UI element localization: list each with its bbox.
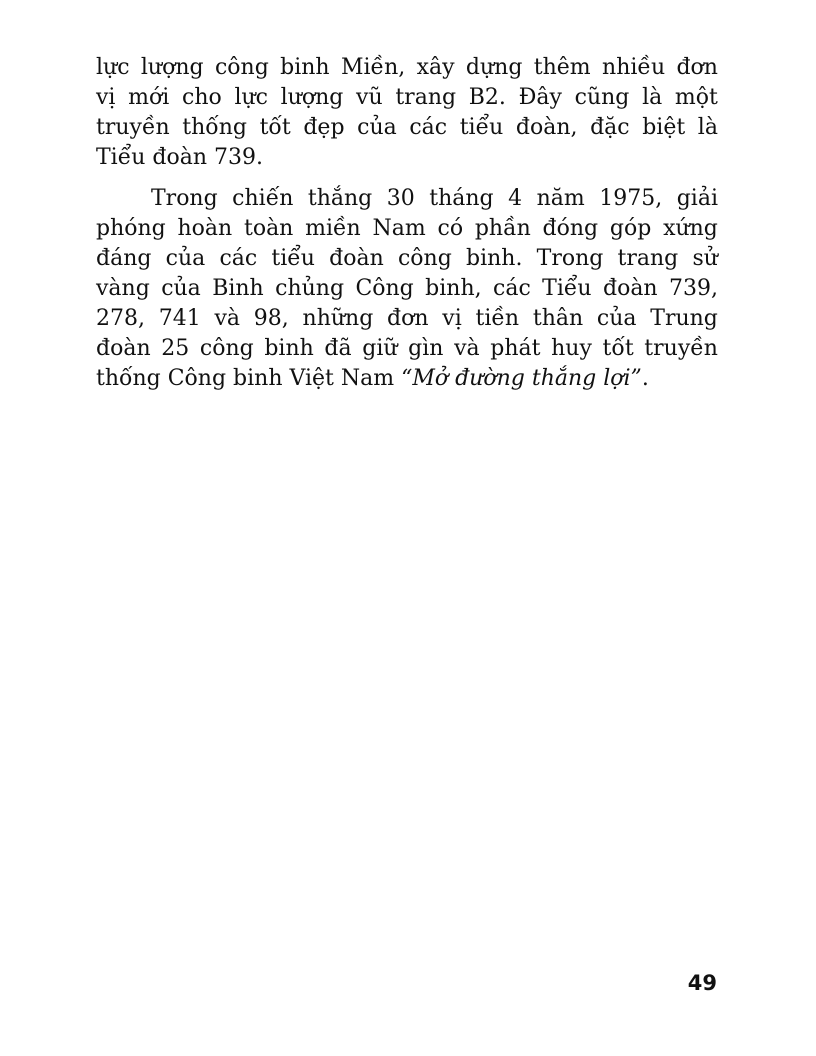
word: là [697, 115, 718, 140]
word: thân [532, 306, 584, 331]
word: thống [182, 115, 247, 140]
word: vị [442, 306, 462, 331]
word: biệt [642, 115, 686, 140]
word: tốt [602, 336, 634, 361]
paragraph-last-line [96, 364, 718, 394]
word: cho [182, 85, 222, 110]
word: Binh [212, 276, 264, 301]
word: cũng [574, 85, 630, 110]
word: 741 [158, 306, 201, 331]
word: Đây [518, 85, 562, 110]
word: 1975, [599, 186, 663, 211]
page-number: 49 [687, 971, 717, 995]
word: chủng [275, 276, 345, 301]
paragraph-line [96, 334, 718, 364]
word: lượng [280, 85, 344, 110]
paragraph-1 [96, 53, 718, 173]
word: lực [234, 85, 268, 110]
word: trang [395, 85, 457, 110]
word: mới [128, 85, 170, 110]
word: Trung [650, 306, 718, 331]
word: thắng [307, 186, 373, 211]
word: B2. [468, 85, 506, 110]
paragraph-line: Tiểu đoàn 739. [96, 145, 263, 170]
word: tiểu [459, 115, 504, 140]
word: đẹp [303, 115, 345, 140]
word: của [357, 115, 397, 140]
word: 25 [161, 336, 190, 361]
word: binh [280, 55, 330, 80]
word: đơn [387, 306, 429, 331]
word: Nam [372, 216, 426, 241]
word: 30 [386, 186, 415, 211]
word: toàn [243, 216, 294, 241]
word: binh [264, 336, 314, 361]
word: tháng [429, 186, 494, 211]
word: truyền [96, 115, 170, 140]
word: Công [355, 276, 414, 301]
word: 739, [669, 276, 718, 301]
word: phần [474, 216, 531, 241]
word: là [642, 85, 663, 110]
word: Trong [151, 186, 218, 211]
word: năm [536, 186, 585, 211]
word: giải [676, 186, 718, 211]
word: vàng [96, 276, 150, 301]
word: binh, [425, 276, 482, 301]
word: sử [692, 246, 718, 271]
quoted-slogan: “Mở đường thắng lợi” [401, 366, 642, 391]
word: phóng [96, 216, 166, 241]
word: của [165, 246, 206, 271]
word: xây [416, 55, 455, 80]
paragraph-line [96, 113, 718, 143]
word: tiền [475, 306, 520, 331]
paragraph-line [96, 244, 718, 274]
word: công [214, 55, 269, 80]
word: đoàn [602, 276, 658, 301]
word: Miền, [340, 55, 406, 80]
word: hoàn [177, 216, 233, 241]
word: và [214, 306, 241, 331]
word: các [493, 276, 531, 301]
word: các [219, 246, 258, 271]
word: huy [551, 336, 592, 361]
word: công [199, 336, 254, 361]
word: trang [617, 246, 679, 271]
word: và [454, 336, 480, 361]
word: có [437, 216, 464, 241]
word: 98, [253, 306, 289, 331]
word: các [409, 115, 448, 140]
word: dựng [465, 55, 523, 80]
paragraph-line [96, 274, 718, 304]
word: miền [305, 216, 361, 241]
word: tiểu [271, 246, 315, 271]
word: nhiều [602, 55, 666, 80]
word: 278, [96, 306, 145, 331]
word: góp [609, 216, 652, 241]
paragraph-2 [96, 184, 718, 394]
word: gìn [408, 336, 444, 361]
word: lượng [140, 55, 204, 80]
word: xứng [663, 216, 718, 241]
word: truyền [644, 336, 718, 361]
word: đơn [676, 55, 718, 80]
word: một [674, 85, 718, 110]
word: của [161, 276, 201, 301]
paragraph-line [96, 83, 718, 113]
word: phát [490, 336, 541, 361]
word: binh. [466, 246, 523, 271]
last-line-text: thống Công binh Việt Nam [96, 366, 402, 391]
word: đóng [542, 216, 599, 241]
word: của [596, 306, 637, 331]
word: đặc [590, 115, 630, 140]
word: đoàn [96, 336, 151, 361]
word: Trong [536, 246, 604, 271]
word: công [397, 246, 452, 271]
last-line-period: . [641, 366, 649, 391]
word: đoàn, [515, 115, 578, 140]
word: lực [96, 55, 130, 80]
paragraph-line [96, 304, 718, 334]
word: Tiểu [542, 276, 592, 301]
word: vũ [356, 85, 383, 110]
word: vị [96, 85, 116, 110]
paragraph-line [96, 184, 718, 214]
word: chiến [232, 186, 294, 211]
word: thêm [533, 55, 591, 80]
paragraph-line [96, 214, 718, 244]
word: đã [324, 336, 352, 361]
word: đáng [96, 246, 152, 271]
word: 4 [508, 186, 523, 211]
word: những [302, 306, 374, 331]
word: đoàn [329, 246, 384, 271]
word: giữ [362, 336, 398, 361]
word: tốt [259, 115, 291, 140]
paragraph-line [96, 53, 718, 83]
